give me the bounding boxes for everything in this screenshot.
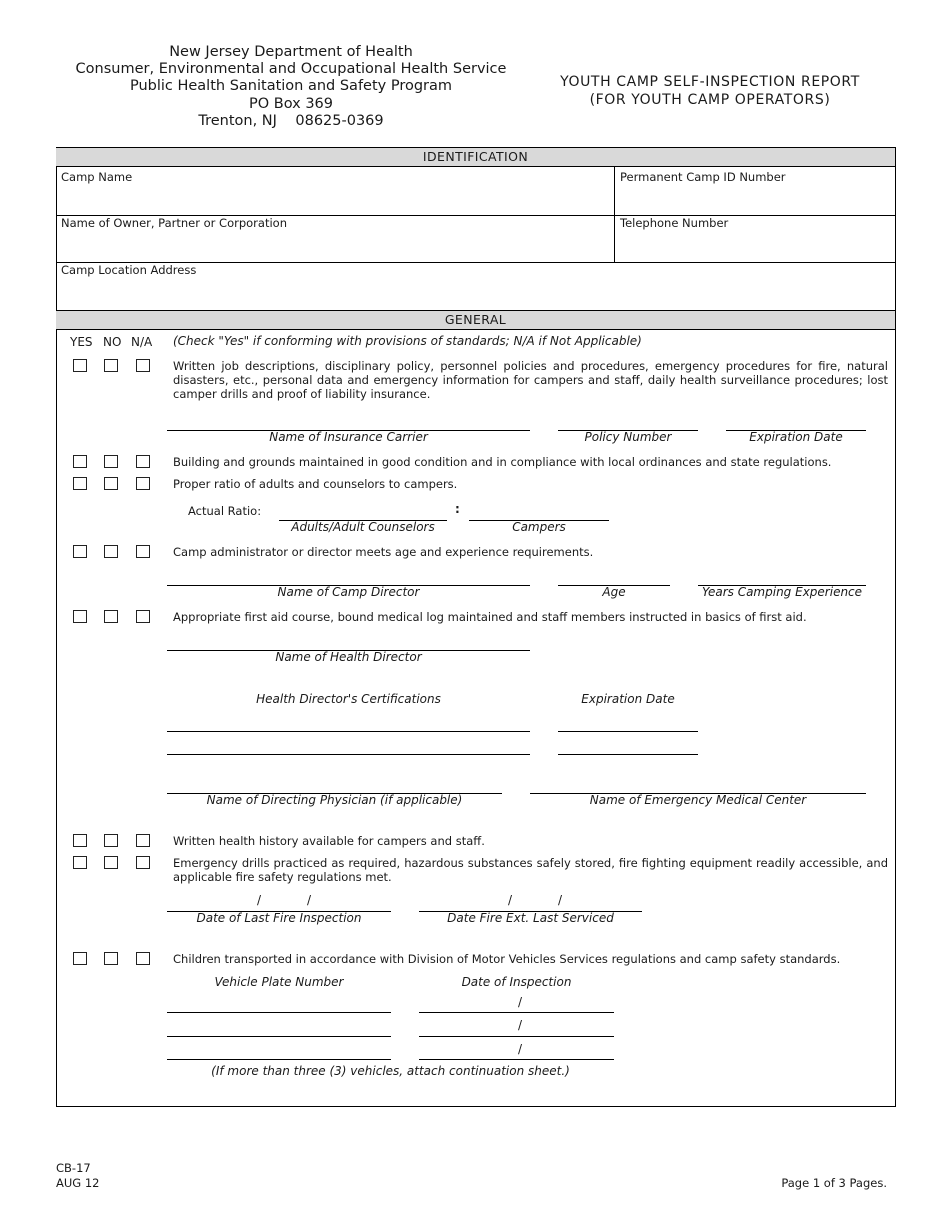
report-title-line1: YOUTH CAMP SELF-INSPECTION REPORT	[560, 74, 860, 90]
health-certs-caption: Health Director's Certifications	[256, 692, 441, 706]
item-director: Camp administrator or director meets age and experience requirements.	[173, 545, 594, 559]
inspection-date-line[interactable]	[419, 1012, 614, 1013]
item2-no-checkbox[interactable]	[104, 455, 118, 468]
date-separator: /	[518, 1042, 523, 1056]
instructions: (Check "Yes" if conforming with provisions of standards; N/A if Not Applicable)	[173, 334, 642, 348]
item1-no-checkbox[interactable]	[104, 359, 118, 372]
expiration-date-caption: Expiration Date	[749, 430, 843, 444]
actual-ratio-label: Actual Ratio:	[188, 504, 262, 518]
date-inspection-caption: Date of Inspection	[461, 975, 572, 989]
vehicle-note: (If more than three (3) vehicles, attach continuation sheet.)	[211, 1064, 570, 1078]
col-no: NO	[103, 335, 122, 349]
item4-no-checkbox[interactable]	[104, 545, 118, 558]
vehicle-plate-line[interactable]	[167, 1036, 391, 1037]
item8-na-checkbox[interactable]	[136, 952, 150, 965]
item6-na-checkbox[interactable]	[136, 834, 150, 847]
item4-yes-checkbox[interactable]	[73, 545, 87, 558]
date-separator: /	[518, 995, 523, 1009]
date-separator: /	[307, 893, 312, 907]
item-emergency-drills: Emergency drills practiced as required, hazardous substances safely stored, fire fighting equipment readily accessible, and applicable fire safety regulations met.	[173, 856, 888, 885]
item6-no-checkbox[interactable]	[104, 834, 118, 847]
agency-line: Public Health Sanitation and Safety Program	[129, 78, 453, 95]
item1-yes-checkbox[interactable]	[73, 359, 87, 372]
vehicle-plate-caption: Vehicle Plate Number	[214, 975, 344, 989]
owner-name-field[interactable]: Name of Owner, Partner or Corporation	[61, 216, 287, 230]
vehicle-plate-line[interactable]	[167, 1059, 391, 1060]
form-number: CB-17	[56, 1161, 91, 1175]
report-title-line2: (FOR YOUTH CAMP OPERATORS)	[589, 92, 831, 108]
form-id	[56, 1161, 99, 1191]
item1-na-checkbox[interactable]	[136, 359, 150, 372]
date-separator: /	[257, 893, 262, 907]
item3-na-checkbox[interactable]	[136, 477, 150, 490]
health-cert-line[interactable]	[167, 731, 530, 732]
agency-address	[60, 44, 522, 130]
date-separator: /	[558, 893, 563, 907]
item7-na-checkbox[interactable]	[136, 856, 150, 869]
health-director-caption: Name of Health Director	[275, 650, 422, 664]
item5-na-checkbox[interactable]	[136, 610, 150, 623]
item-health-history: Written health history available for campers and staff.	[173, 834, 485, 848]
agency-line: New Jersey Department of Health	[169, 44, 413, 60]
form-date: AUG 12	[56, 1176, 100, 1190]
telephone-field[interactable]: Telephone Number	[620, 216, 729, 230]
col-na: N/A	[131, 335, 153, 349]
health-cert-line[interactable]	[167, 754, 530, 755]
fire-ext-serviced-caption: Date Fire Ext. Last Serviced	[447, 911, 614, 925]
cert-expiration-caption: Expiration Date	[581, 692, 675, 706]
cert-expiration-line[interactable]	[558, 731, 698, 732]
item7-no-checkbox[interactable]	[104, 856, 118, 869]
item-ratio: Proper ratio of adults and counselors to campers.	[173, 477, 458, 491]
agency-line: PO Box 369	[248, 95, 333, 112]
report-title	[530, 73, 890, 109]
inspection-date-line[interactable]	[419, 1059, 614, 1060]
item3-yes-checkbox[interactable]	[73, 477, 87, 490]
agency-line: Consumer, Environmental and Occupational Health Service	[75, 61, 507, 78]
cert-expiration-line[interactable]	[558, 754, 698, 755]
adults-counselors-caption: Adults/Adult Counselors	[291, 520, 435, 534]
item-buildings: Building and grounds maintained in good condition and in compliance with local ordinances and state regulations.	[173, 455, 832, 469]
page-info: Page 1 of 3 Pages.	[781, 1176, 887, 1190]
col-yes: YES	[70, 335, 93, 349]
directing-physician-caption: Name of Directing Physician (if applicable)	[206, 793, 463, 807]
camp-location-field[interactable]: Camp Location Address	[61, 263, 197, 277]
age-caption: Age	[602, 585, 626, 599]
camp-id-field[interactable]: Permanent Camp ID Number	[620, 170, 786, 184]
vehicle-plate-line[interactable]	[167, 1012, 391, 1013]
general-heading: GENERAL	[56, 310, 895, 330]
identification-heading: IDENTIFICATION	[56, 147, 895, 167]
item3-no-checkbox[interactable]	[104, 477, 118, 490]
years-experience-caption: Years Camping Experience	[701, 585, 863, 599]
campers-caption: Campers	[512, 520, 566, 534]
agency-line: Trenton, NJ 08625-0369	[198, 112, 384, 129]
date-separator: /	[518, 1018, 523, 1032]
camp-name-field[interactable]: Camp Name	[61, 170, 133, 184]
item8-no-checkbox[interactable]	[104, 952, 118, 965]
last-fire-inspection-caption: Date of Last Fire Inspection	[196, 911, 362, 925]
item-transport: Children transported in accordance with Division of Motor Vehicles Services regulations and camp safety standards.	[173, 952, 841, 966]
item8-yes-checkbox[interactable]	[73, 952, 87, 965]
item6-yes-checkbox[interactable]	[73, 834, 87, 847]
emergency-center-caption: Name of Emergency Medical Center	[589, 793, 807, 807]
ratio-colon: :	[455, 502, 460, 516]
item7-yes-checkbox[interactable]	[73, 856, 87, 869]
date-separator: /	[508, 893, 513, 907]
policy-number-caption: Policy Number	[584, 430, 672, 444]
item-first-aid: Appropriate first aid course, bound medical log maintained and staff members instructed in basics of first aid.	[173, 610, 807, 624]
insurance-carrier-caption: Name of Insurance Carrier	[269, 430, 428, 444]
item2-na-checkbox[interactable]	[136, 455, 150, 468]
item5-no-checkbox[interactable]	[104, 610, 118, 623]
camp-director-caption: Name of Camp Director	[277, 585, 420, 599]
item2-yes-checkbox[interactable]	[73, 455, 87, 468]
inspection-date-line[interactable]	[419, 1036, 614, 1037]
item4-na-checkbox[interactable]	[136, 545, 150, 558]
item5-yes-checkbox[interactable]	[73, 610, 87, 623]
item-policies: Written job descriptions, disciplinary policy, personnel policies and procedures, emergency procedures for fire, natural disasters, etc., personal data and emergency information for campers and staff, daily health surveillance procedures; lost camper drills and proof of liability insurance.	[173, 359, 888, 402]
